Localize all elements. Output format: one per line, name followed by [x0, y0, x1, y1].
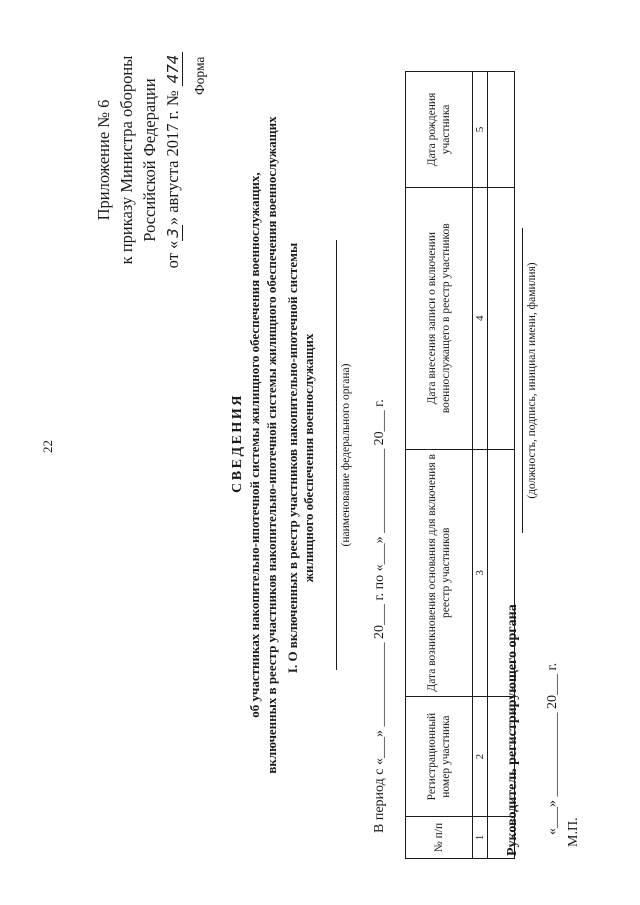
document-subtitle	[246, 5, 280, 885]
appendix-order-number: 474	[164, 52, 183, 87]
appendix-date-line	[161, 40, 185, 280]
org-name-caption: (наименование федерального органа)	[340, 363, 352, 547]
table-column-number: 1	[473, 817, 488, 859]
appendix-line-2: к приказу Министра обороны	[117, 55, 136, 265]
signature-line[interactable]	[522, 228, 523, 533]
appendix-date-day: 3	[164, 225, 183, 241]
section-line-1: I. О включенных в реестр участников накопительно-ипотечной системы	[285, 242, 300, 674]
table-cell[interactable]	[488, 187, 515, 449]
head-of-agency-label: Руководитель регистрирующего органа	[505, 604, 520, 856]
table-header-cell: № п/п	[406, 817, 473, 859]
section-heading	[285, 183, 317, 733]
section-line-2: жилищного обеспечения военнослужащих	[301, 333, 316, 583]
org-name-line[interactable]	[336, 240, 337, 670]
table-number-row	[473, 72, 488, 859]
document-title: СВЕДЕНИЯ	[230, 393, 245, 493]
table-column-number: 3	[473, 449, 488, 697]
appendix-line-1: Приложение № 6	[94, 99, 113, 221]
appendix-block	[92, 40, 185, 280]
appendix-date-prefix: от «	[163, 240, 182, 269]
table-header-cell: Дата возникновения основания для включения в реестр участников	[406, 449, 473, 697]
table-header-cell: Дата рождения участника	[406, 72, 473, 188]
table-column-number: 5	[473, 72, 488, 188]
page-number: 22	[40, 440, 55, 453]
table-cell[interactable]	[488, 72, 515, 188]
appendix-date-rest: » августа 2017 г. №	[163, 90, 182, 226]
registry-table	[405, 71, 515, 859]
signature-date: «___» ____________ 20___ г.	[545, 662, 560, 835]
subtitle-line-2: включенных в реестр участников накопительно-ипотечной системы жилищного обеспечения военнослужащих	[264, 116, 279, 774]
period-line: В период с «___» ____________ 20___ г. по «___» ____________ 20___ г.	[372, 399, 387, 833]
table-header-row	[406, 72, 473, 859]
table-column-number: 2	[473, 697, 488, 817]
appendix-line-3: Российской Федерации	[140, 78, 159, 242]
subtitle-line-1: об участниках накопительно-ипотечной системы жилищного обеспечения военнослужащих,	[247, 172, 262, 718]
table-header-cell: Дата внесения записи о включении военнослужащего в реестр участников	[406, 187, 473, 449]
signature-caption: (должность, подпись, инициал имени, фамилия)	[526, 262, 538, 499]
table-column-number: 4	[473, 187, 488, 449]
table-header-cell: Регистрационный номер участника	[406, 697, 473, 817]
form-label: Форма	[192, 56, 207, 95]
stamp-place-label: М.П.	[566, 817, 581, 847]
